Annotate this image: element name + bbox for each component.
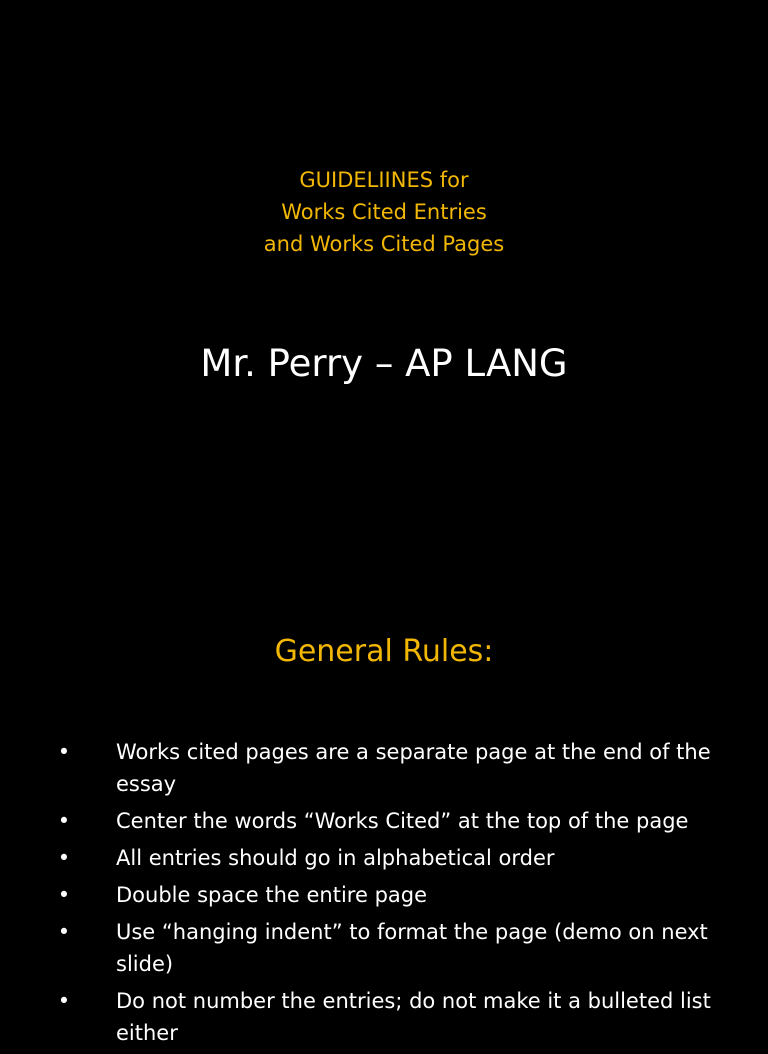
subtitle-line: and Works Cited Pages: [263, 232, 505, 256]
section-heading: General Rules:: [274, 634, 494, 669]
bullet-icon: •: [57, 883, 71, 907]
rule-text: Center the words “Works Cited” at the top of the page: [116, 809, 689, 833]
general-rules-slide: [0, 560, 768, 1045]
list-item: [0, 805, 768, 837]
rule-text: Do not number the entries; do not make it a bulleted list either: [116, 989, 711, 1045]
list-item: [0, 842, 768, 874]
slide-subtitle: [0, 164, 768, 260]
bullet-icon: •: [57, 846, 71, 870]
bullet-icon: •: [57, 989, 71, 1013]
subtitle-line: Works Cited Entries: [281, 200, 487, 224]
rule-text: Use “hanging indent” to format the page (demo on next slide): [116, 920, 708, 976]
list-item: [0, 736, 768, 800]
bullet-icon: •: [57, 740, 71, 764]
list-item: [0, 985, 768, 1049]
list-item: [0, 879, 768, 911]
bullet-icon: •: [57, 920, 71, 944]
bullet-icon: •: [57, 809, 71, 833]
slide-title: Mr. Perry – AP LANG: [200, 342, 568, 385]
rules-list: [0, 736, 768, 1054]
rule-text: Works cited pages are a separate page at the end of the essay: [116, 740, 711, 796]
subtitle-line: GUIDELIINES for: [299, 168, 469, 192]
rule-text: All entries should go in alphabetical order: [116, 846, 555, 870]
list-item: [0, 916, 768, 980]
rule-text: Double space the entire page: [116, 883, 428, 907]
